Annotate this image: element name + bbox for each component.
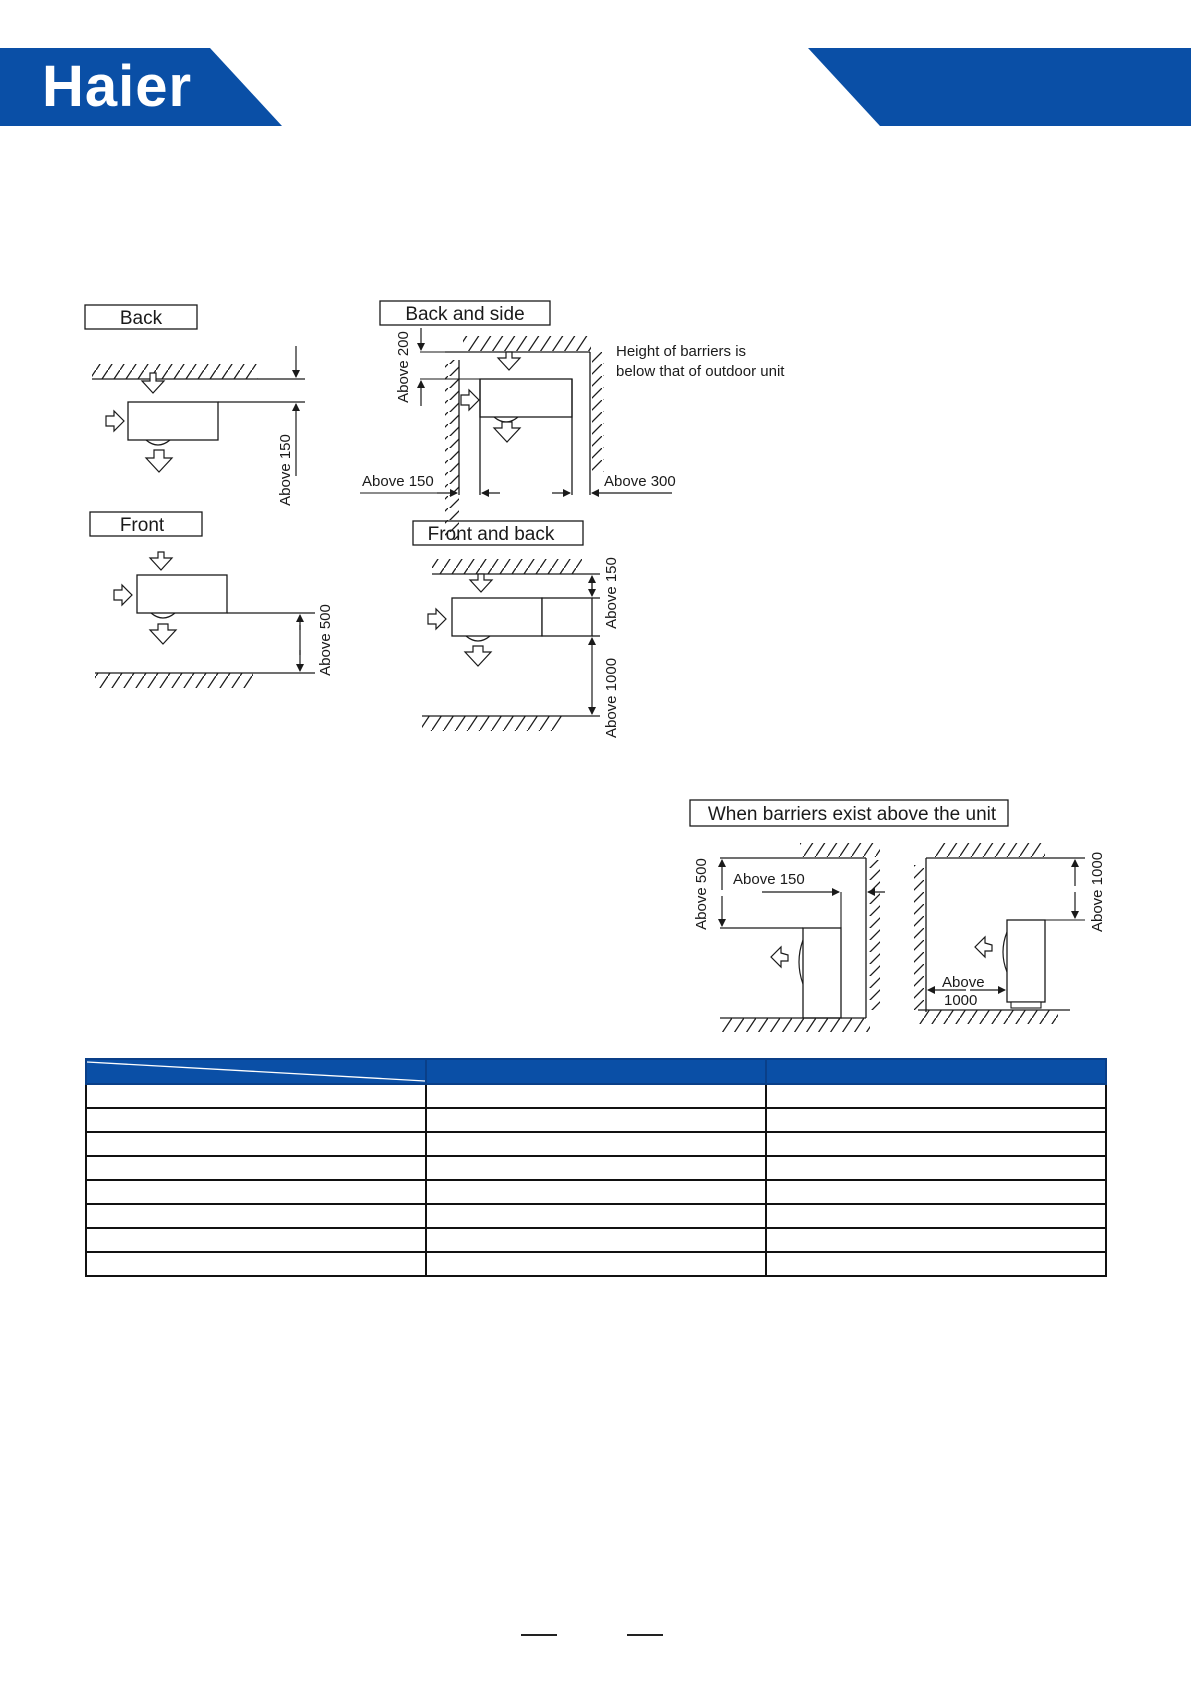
barriers-b-top-hatch [935,843,1045,857]
table-cell [86,1180,426,1204]
spec-table [85,1058,1107,1277]
front-air-out-icon [150,624,176,644]
back-side-dim-left-label: Above 150 [362,473,434,490]
table-row [86,1132,1106,1156]
table-cell [426,1132,766,1156]
front-back-dim-front-label: Above 1000 [603,657,620,739]
back-side-note-line2: below that of outdoor unit [616,363,785,380]
table-cell [86,1132,426,1156]
barriers-b-air-out-icon [975,937,992,957]
barriers-b-ground-hatch [918,1010,1058,1024]
back-fan [146,440,170,445]
table-cell [426,1228,766,1252]
diagram-back-and-side [360,301,785,540]
back-unit [128,402,218,440]
table-cell [766,1180,1106,1204]
diagram-front [90,512,334,688]
barriers-a-dim-top-label: Above 500 [693,858,710,930]
table-cell [766,1132,1106,1156]
front-back-air-in-side-icon [428,609,446,629]
back-air-out-icon [146,450,172,472]
front-unit [137,575,227,613]
table-header-cell [426,1059,766,1084]
back-side-air-in-side-icon [461,390,479,410]
table-row [86,1228,1106,1252]
diagram-back [85,305,305,506]
front-back-air-in-top-icon [470,574,492,592]
footer-mark-right [627,1634,663,1636]
back-side-left-hatch [445,360,459,540]
barriers-title: When barriers exist above the unit [707,804,997,825]
barriers-b-dim-front-label-2: 1000 [944,992,978,1009]
barriers-b-dim-front-label-1: Above [942,974,985,991]
table-cell [86,1156,426,1180]
table-cell [766,1252,1106,1276]
front-back-air-out-icon [465,646,491,666]
table-cell [766,1084,1106,1108]
back-side-dim-right-label: Above 300 [604,473,676,490]
back-side-title: Back and side [405,304,525,325]
table-row [86,1156,1106,1180]
table-cell [766,1204,1106,1228]
front-title: Front [119,515,165,536]
table-cell [86,1084,426,1108]
table-cell [426,1084,766,1108]
front-dim-label: Above 500 [317,604,334,676]
table-cell [766,1108,1106,1132]
table-cell [86,1252,426,1276]
back-side-air-out-icon [494,422,520,442]
table-header-cell [766,1059,1106,1084]
table-cell [426,1180,766,1204]
barriers-a-right-hatch [868,860,880,1010]
table-row [86,1108,1106,1132]
barriers-b-unit-base [1011,1002,1041,1008]
front-back-dim-back-label: Above 150 [603,557,620,629]
header-accent-bar [808,48,1191,126]
back-side-fan [494,417,518,422]
front-fan [151,613,175,618]
footer-mark-left [521,1634,557,1636]
barriers-a-unit [803,928,841,1018]
barriers-b-unit [1007,920,1045,1002]
back-wall-hatch [92,364,258,379]
barriers-b-dim-top-label: Above 1000 [1089,851,1106,933]
front-back-top-hatch [432,559,582,574]
table-cell [86,1108,426,1132]
diagram-front-and-back [413,521,620,738]
table-header-row [86,1059,1106,1084]
haier-logo: Haier [42,54,193,119]
front-back-fan [466,636,490,641]
barriers-b-left-hatch [914,865,926,1010]
front-air-in-top-icon [150,552,172,570]
back-side-unit [480,379,572,417]
back-side-air-in-top-icon [498,352,520,370]
barriers-a-air-out-icon [771,947,788,967]
diagram-barriers-above [690,800,1106,1032]
table-cell [426,1108,766,1132]
table-cell [426,1156,766,1180]
barriers-a-dim-back-label: Above 150 [733,871,805,888]
back-side-right-hatch [592,352,604,472]
back-side-dim-top-label: Above 200 [395,331,412,403]
clearance-diagrams [0,280,1191,1060]
table-cell [86,1228,426,1252]
table-row [86,1204,1106,1228]
back-side-top-hatch [463,336,591,351]
back-air-in-side-icon [106,411,124,431]
back-dim-label: Above 150 [277,434,294,506]
front-back-unit-side [542,598,592,636]
table-cell [86,1204,426,1228]
table-row [86,1252,1106,1276]
table-header-diagonal [87,1060,425,1083]
front-back-bottom-hatch [422,716,562,731]
front-back-unit [452,598,542,636]
header-right-shape [808,48,1191,126]
barriers-a-ground-hatch [720,1018,870,1032]
table-row [86,1084,1106,1108]
back-side-note-line1: Height of barriers is [616,343,747,360]
front-back-title: Front and back [427,524,555,545]
table-header-diagonal-cell [86,1059,426,1084]
table-cell [766,1156,1106,1180]
front-wall-hatch [95,673,253,688]
barriers-a-top-hatch [800,843,880,857]
back-title: Back [119,308,163,329]
table-cell [766,1228,1106,1252]
table-cell [426,1252,766,1276]
front-air-in-side-icon [114,585,132,605]
table-row [86,1180,1106,1204]
table-cell [426,1204,766,1228]
